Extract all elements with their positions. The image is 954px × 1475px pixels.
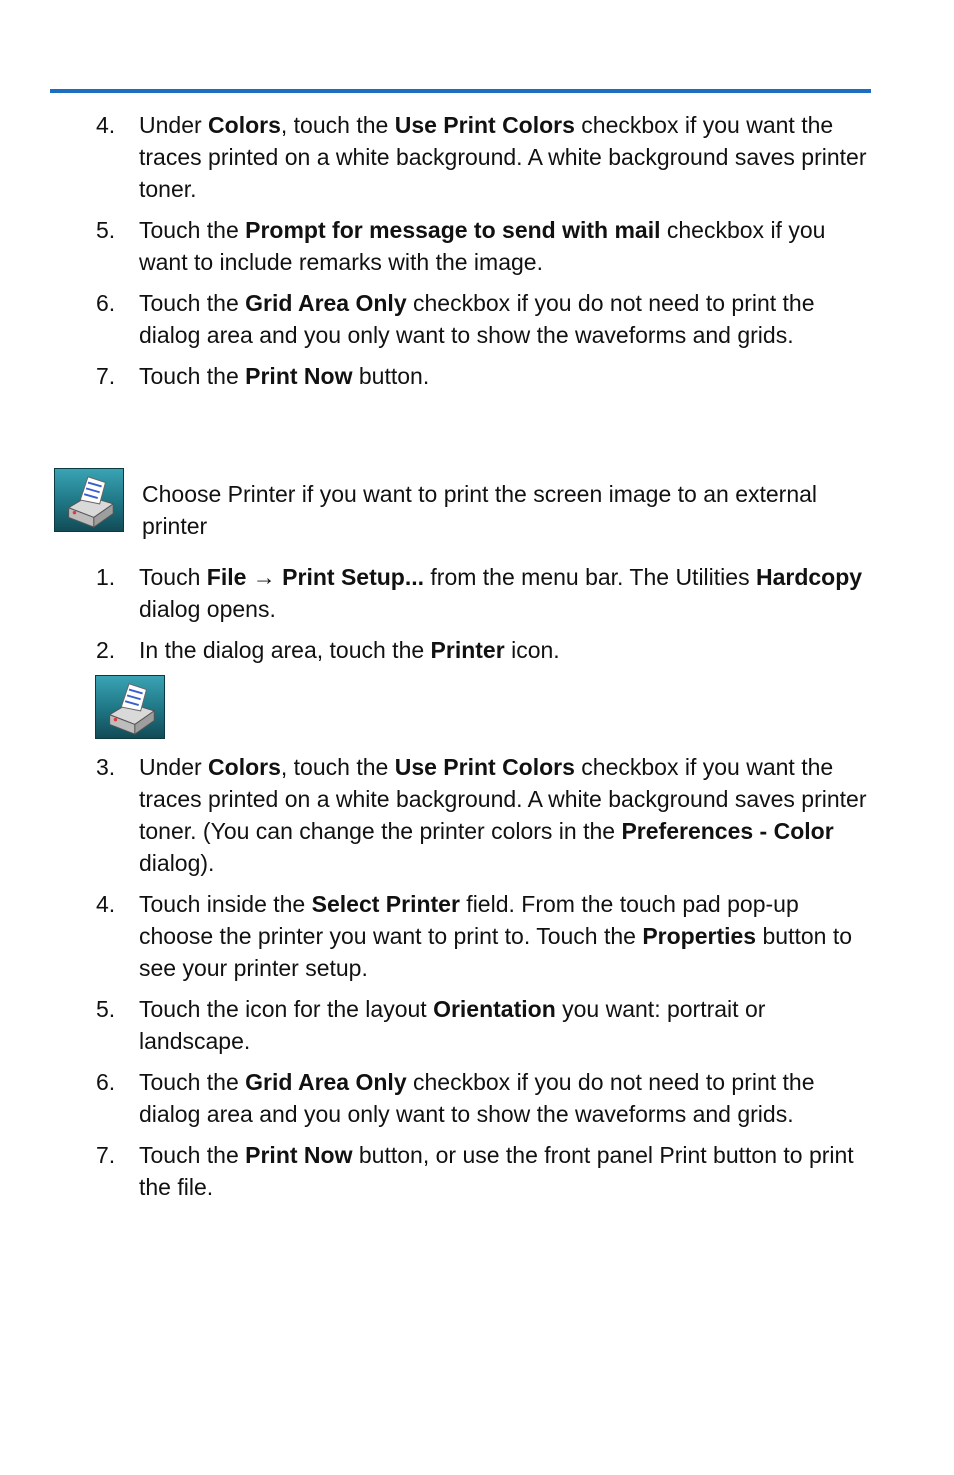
list-item (0, 634, 869, 666)
list-item-text: , touch the (280, 112, 395, 138)
bold-term: Grid Area Only (245, 1069, 407, 1095)
list-item-text: Touch the icon for the layout (139, 996, 434, 1022)
printer-intro-text: Choose Printer if you want to print the screen image to an external printer (142, 481, 818, 539)
bold-term: Hardcopy (755, 564, 863, 590)
list-item-number: 1. (96, 564, 116, 590)
printer-icon (54, 468, 124, 532)
list-item-text: button to see your printer setup. (139, 923, 853, 981)
list-item-text: button, or use the front panel Print button to print the file. (139, 1142, 854, 1200)
list-item-text: , touch the (280, 754, 395, 780)
list-item (0, 287, 869, 351)
list-item-number: 7. (96, 363, 116, 389)
list-item-number: 4. (96, 112, 116, 138)
list-item-text: Touch the (139, 1069, 246, 1095)
list-item-number: 6. (96, 290, 116, 316)
bold-term: Use Print Colors (394, 754, 575, 780)
list-item-number: 3. (96, 754, 116, 780)
list-item (0, 214, 869, 278)
list-item-text: checkbox if you want the traces printed on a white background. A white background saves printer toner. (139, 112, 867, 202)
list-item-number: 5. (96, 996, 116, 1022)
list-item-number: 4. (96, 891, 116, 917)
steps-list-printer-b (0, 751, 954, 1212)
bold-term: Printer (430, 637, 505, 663)
list-item-text: button. (352, 363, 430, 389)
list-item-text: Touch the (139, 363, 246, 389)
list-item (0, 360, 869, 392)
list-item (0, 993, 869, 1057)
bold-term: Select Printer (311, 891, 460, 917)
list-item-text: dialog). (139, 850, 215, 876)
list-item-text: from the menu bar. The Utilities (424, 564, 756, 590)
list-item-text: checkbox if you do not need to print the dialog area and you only want to show the waveforms and grids. (139, 1069, 815, 1127)
list-item-text: Under (139, 754, 209, 780)
list-item-text: Touch (139, 564, 207, 590)
list-item (0, 888, 869, 984)
bold-term: Orientation (433, 996, 556, 1022)
list-item-text: field. From the touch pad pop-up choose the printer you want to print to. Touch the (139, 891, 799, 949)
steps-list-email (0, 109, 954, 401)
bold-term: Colors (208, 112, 281, 138)
list-item-number: 2. (96, 637, 116, 663)
list-item-text: checkbox if you do not need to print the dialog area and you only want to show the waveforms and grids. (139, 290, 815, 348)
list-item-text: checkbox if you want to include remarks with the image. (139, 217, 826, 275)
list-item-number: 5. (96, 217, 116, 243)
list-item-text: Touch the (139, 217, 246, 243)
list-item-text: Touch the (139, 1142, 246, 1168)
bold-term: File → Print Setup... (206, 564, 425, 590)
steps-list-printer-a (0, 561, 954, 675)
list-item-text: Under (139, 112, 209, 138)
bold-term: Preferences - Color (621, 818, 834, 844)
printer-icon (95, 675, 165, 739)
list-item-text: Touch inside the (139, 891, 312, 917)
bold-term: Prompt for message to send with mail (245, 217, 661, 243)
bold-term: Print Now (245, 363, 353, 389)
header-rule (50, 89, 871, 93)
list-item-text: icon. (504, 637, 560, 663)
bold-term: Print Now (245, 1142, 353, 1168)
list-item (0, 1066, 869, 1130)
list-item-text: Touch the (139, 290, 246, 316)
bold-term: Use Print Colors (394, 112, 575, 138)
list-item-text: In the dialog area, touch the (139, 637, 431, 663)
list-item (0, 109, 869, 205)
bold-term: Properties (642, 923, 757, 949)
list-item-text: dialog opens. (139, 596, 276, 622)
list-item (0, 1139, 869, 1203)
list-item-number: 6. (96, 1069, 116, 1095)
list-item (0, 561, 869, 625)
list-item-text: you want: portrait or landscape. (139, 996, 766, 1054)
list-item-text: checkbox if you want the traces printed on a white background. A white background saves printer toner. (You can change the printer colors in the (139, 754, 867, 844)
bold-term: Colors (208, 754, 281, 780)
bold-term: Grid Area Only (245, 290, 407, 316)
list-item (0, 751, 869, 879)
list-item-number: 7. (96, 1142, 116, 1168)
